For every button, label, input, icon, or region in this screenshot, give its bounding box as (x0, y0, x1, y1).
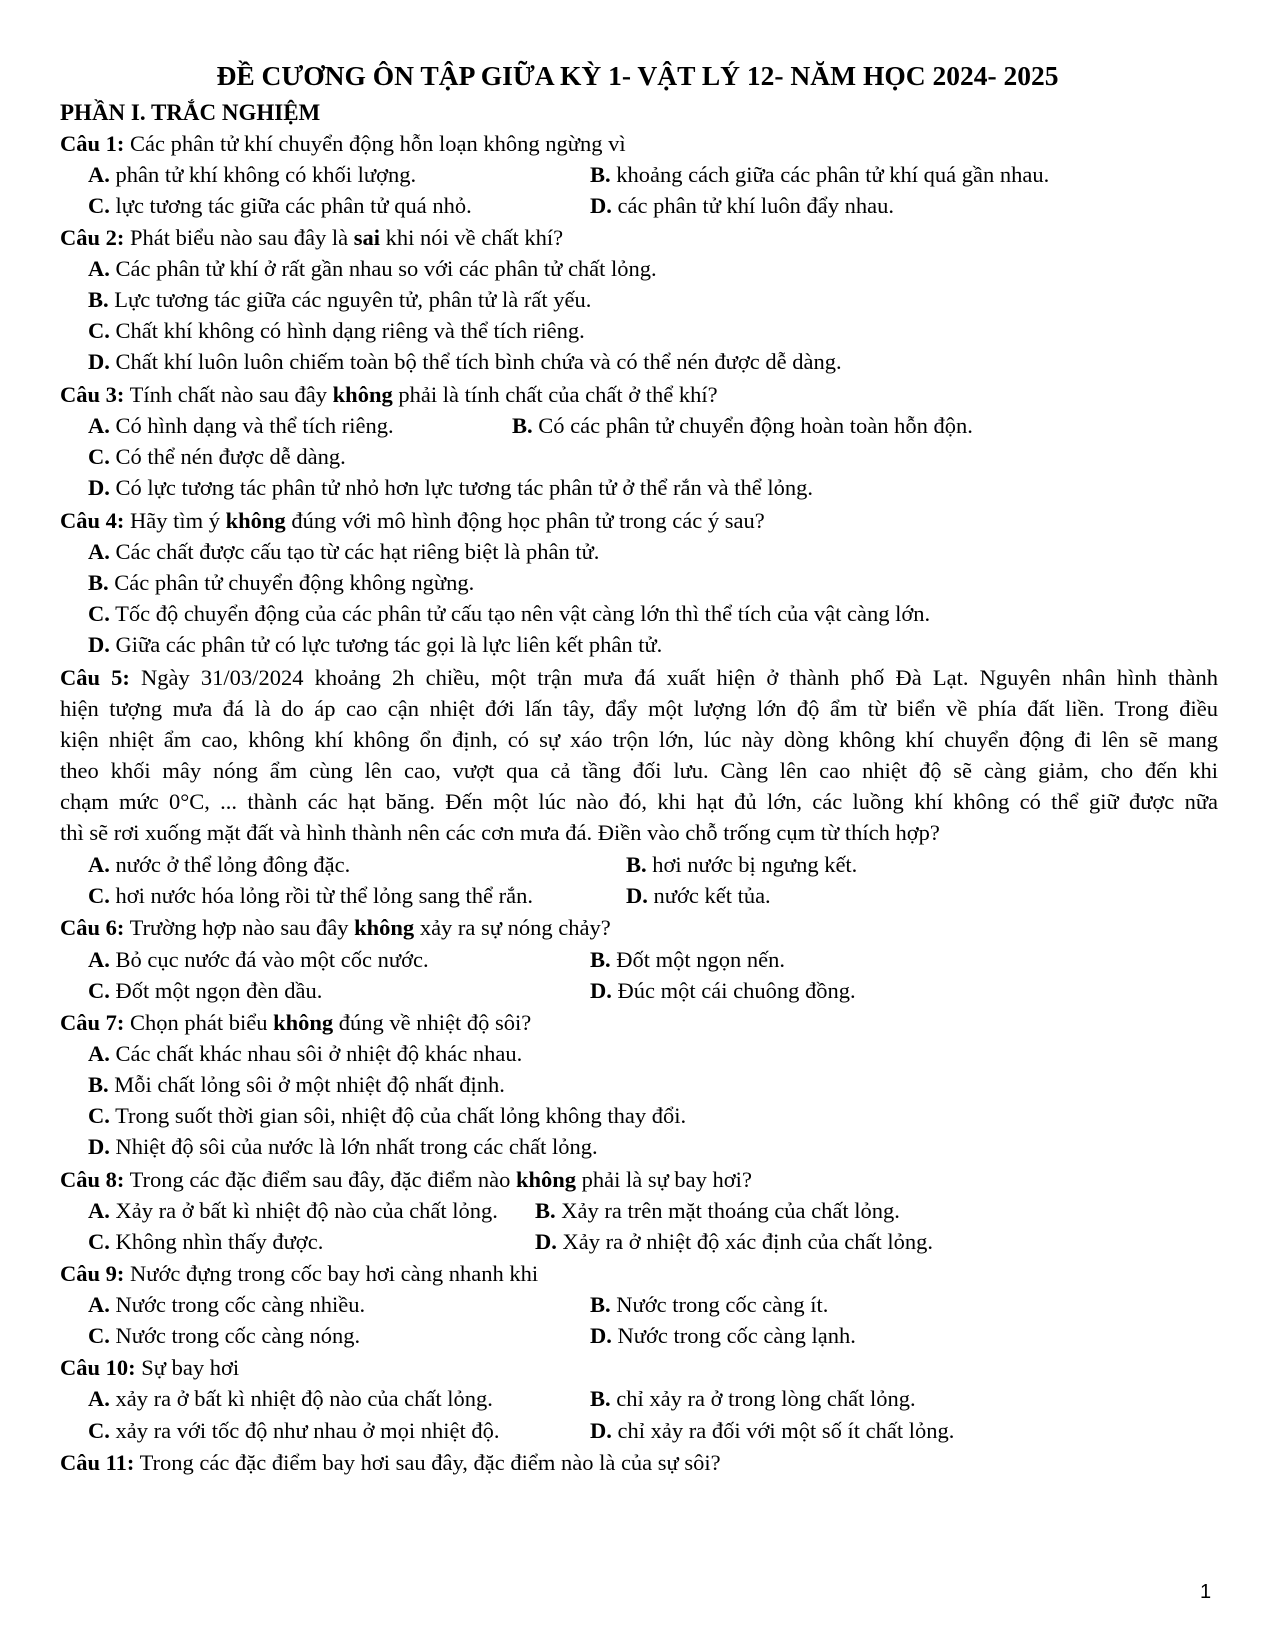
text-span: hơi nước bị ngưng kết. (652, 852, 858, 877)
option-letter: A. (88, 1198, 110, 1223)
text-span: hơi nước hóa lỏng rồi từ thể lỏng sang thể rắn. (115, 883, 533, 908)
option-d (590, 1321, 856, 1351)
option-letter: A. (88, 162, 110, 187)
option-letter: C. (88, 1103, 110, 1128)
option-a (88, 537, 599, 567)
text-span: Phát biểu nào sau đây là (124, 225, 354, 250)
option-b (590, 160, 1049, 190)
option-c (88, 976, 322, 1006)
text-span: Các phân tử khí chuyển động hỗn loạn không ngừng vì (124, 131, 626, 156)
text-span: chỉ xảy ra ở trong lòng chất lỏng. (616, 1386, 916, 1411)
option-b (88, 1070, 505, 1100)
text-span: Đốt một ngọn nến. (616, 947, 786, 972)
text-span: Có lực tương tác phân tử nhỏ hơn lực tương tác phân tử ở thể rắn và thể lỏng. (115, 475, 813, 500)
option-a (88, 850, 350, 880)
text-span: Xảy ra ở bất kì nhiệt độ nào của chất lỏng. (115, 1198, 498, 1223)
question-label: Câu 4: (60, 508, 125, 533)
option-letter: C. (88, 318, 110, 343)
option-b (590, 1384, 916, 1414)
text-span: Sự bay hơi (135, 1355, 240, 1380)
option-d (590, 1416, 954, 1446)
text-span: không (332, 382, 393, 407)
text-span: Đốt một ngọn đèn dầu. (115, 978, 323, 1003)
question-label: Câu 5: (60, 665, 130, 690)
text-span: xảy ra ở bất kì nhiệt độ nào của chất lỏng. (115, 1386, 493, 1411)
text-span: Nước trong cốc càng lạnh. (617, 1323, 856, 1348)
page-title: ĐỀ CƯƠNG ÔN TẬP GIỮA KỲ 1- VẬT LÝ 12- NĂM HỌC 2024- 2025 (216, 60, 1059, 91)
question-3 (60, 380, 718, 410)
text-span: lực tương tác giữa các phân tử quá nhỏ. (115, 193, 472, 218)
question-4 (60, 506, 765, 536)
option-letter: C. (88, 1418, 110, 1443)
option-a (88, 1384, 493, 1414)
question-1 (60, 129, 626, 159)
text-span: xảy ra sự nóng chảy? (414, 915, 611, 940)
question-label: Câu 7: (60, 1010, 125, 1035)
option-letter: B. (626, 852, 647, 877)
question-label: Câu 8: (60, 1167, 125, 1192)
option-a (88, 1039, 522, 1069)
text-span: Bỏ cục nước đá vào một cốc nước. (115, 947, 429, 972)
option-letter: A. (88, 1041, 110, 1066)
option-d (590, 191, 894, 221)
question-label: Câu 10: (60, 1355, 136, 1380)
text-span: không (225, 508, 286, 533)
text-span: Hãy tìm ý (124, 508, 226, 533)
option-letter: D. (535, 1229, 557, 1254)
question-label: Câu 2: (60, 225, 125, 250)
option-letter: A. (88, 1292, 110, 1317)
text-span: Nhiệt độ sôi của nước là lớn nhất trong các chất lỏng. (115, 1134, 598, 1159)
option-c (88, 191, 472, 221)
option-d (88, 473, 813, 503)
text-span: Nước trong cốc càng nóng. (115, 1323, 361, 1348)
text-span: Lực tương tác giữa các nguyên tử, phân tử là rất yếu. (114, 287, 592, 312)
option-letter: A. (88, 852, 110, 877)
option-b (590, 945, 785, 975)
text-span: Trường hợp nào sau đây (124, 915, 355, 940)
question-5 (60, 663, 1218, 693)
option-c (88, 1101, 686, 1131)
text-span: Trong các đặc điểm sau đây, đặc điểm nào (124, 1167, 516, 1192)
text-span: Xảy ra ở nhiệt độ xác định của chất lỏng. (562, 1229, 934, 1254)
option-b (512, 411, 973, 441)
text-span: Chất khí không có hình dạng riêng và thể tích riêng. (115, 318, 585, 343)
question-label: Câu 1: (60, 131, 125, 156)
option-letter: D. (590, 193, 612, 218)
question-label: Câu 9: (60, 1261, 125, 1286)
paragraph-line: chạm mức 0°C, ... thành các hạt băng. Đến một lúc nào đó, khi hạt đủ lớn, các luồng khí không có thể giữ được nữa (60, 789, 1218, 814)
paragraph-line: hiện tượng mưa đá là do áp cao cận nhiệt đới lấn tây, đẩy một lượng lớn độ ẩm từ biển về phía đất liền. Trong điều (60, 696, 1218, 721)
option-letter: D. (88, 632, 110, 657)
option-c (88, 316, 585, 346)
text-span: không (515, 1167, 576, 1192)
option-c (88, 881, 533, 911)
question-7 (60, 1008, 531, 1038)
option-letter: B. (88, 570, 109, 595)
option-letter: B. (88, 1072, 109, 1097)
option-letter: D. (590, 978, 612, 1003)
text-span: Đúc một cái chuông đồng. (617, 978, 856, 1003)
text-span: phải là tính chất của chất ở thể khí? (392, 382, 718, 407)
paragraph-line: theo khối mây nóng ẩm cùng lên cao, vượt qua cả tầng đối lưu. Càng lên cao nhiệt độ sẽ càng giảm, cho đến khi (60, 758, 1218, 783)
option-letter: C. (88, 978, 110, 1003)
option-letter: C. (88, 601, 110, 626)
question-label: Câu 3: (60, 382, 125, 407)
paragraph-line: thì sẽ rơi xuống mặt đất và hình thành nên các cơn mưa đá. Điền vào chỗ trống cụm từ thích hợp? (60, 820, 940, 845)
option-c (88, 599, 930, 629)
paragraph-line: kiện nhiệt ẩm cao, không khí không ổn định, có sự xáo trộn lớn, lúc này dòng không khí chuyển động đi lên sẽ mang (60, 727, 1218, 752)
option-letter: C. (88, 193, 110, 218)
text-span: không (354, 915, 415, 940)
option-d (88, 347, 842, 377)
text-span: Có thể nén được dễ dàng. (115, 444, 346, 469)
question-9 (60, 1259, 538, 1289)
text-span: phải là sự bay hơi? (576, 1167, 752, 1192)
text-span: Trong các đặc điểm bay hơi sau đây, đặc điểm nào là của sự sôi? (134, 1450, 721, 1475)
option-c (88, 442, 346, 472)
text-span: đúng với mô hình động học phân tử trong các ý sau? (285, 508, 765, 533)
question-2 (60, 223, 563, 253)
option-b (590, 1290, 828, 1320)
option-letter: B. (590, 1386, 611, 1411)
option-letter: D. (590, 1418, 612, 1443)
option-b (88, 568, 474, 598)
page-number: 1 (1200, 1581, 1212, 1603)
text-span: sai (353, 225, 380, 250)
text-span: Nước đựng trong cốc bay hơi càng nhanh khi (124, 1261, 539, 1286)
text-span: Các chất được cấu tạo từ các hạt riêng biệt là phân tử. (115, 539, 600, 564)
text-span: các phân tử khí luôn đẩy nhau. (617, 193, 894, 218)
option-letter: D. (88, 475, 110, 500)
option-letter: A. (88, 1386, 110, 1411)
question-label: Câu 11: (60, 1450, 135, 1475)
section-heading: PHẦN I. TRẮC NGHIỆM (60, 100, 321, 125)
option-c (88, 1227, 323, 1257)
question-11 (60, 1448, 721, 1478)
option-a (88, 411, 394, 441)
text-span: nước ở thể lỏng đông đặc. (115, 852, 351, 877)
option-letter: D. (88, 1134, 110, 1159)
option-letter: B. (535, 1198, 556, 1223)
text-span: Chọn phát biểu (124, 1010, 274, 1035)
option-d (590, 976, 856, 1006)
option-d (88, 1132, 598, 1162)
question-6 (60, 913, 611, 943)
option-letter: A. (88, 947, 110, 972)
text-span: Các chất khác nhau sôi ở nhiệt độ khác nhau. (115, 1041, 523, 1066)
option-b (535, 1196, 900, 1226)
option-d (88, 630, 662, 660)
option-letter: D. (590, 1323, 612, 1348)
option-c (88, 1416, 500, 1446)
option-c (88, 1321, 360, 1351)
option-b (88, 285, 591, 315)
question-10 (60, 1353, 239, 1383)
option-letter: B. (590, 162, 611, 187)
option-a (88, 1290, 365, 1320)
option-b (626, 850, 857, 880)
text-span: khoảng cách giữa các phân tử khí quá gần nhau. (616, 162, 1050, 187)
text-span: phân tử khí không có khối lượng. (115, 162, 417, 187)
option-letter: B. (88, 287, 109, 312)
option-letter: B. (590, 947, 611, 972)
option-letter: C. (88, 444, 110, 469)
option-letter: D. (626, 883, 648, 908)
option-letter: A. (88, 256, 110, 281)
option-d (535, 1227, 933, 1257)
text-span: Trong suốt thời gian sôi, nhiệt độ của chất lỏng không thay đổi. (115, 1103, 687, 1128)
text-span: Có các phân tử chuyển động hoàn toàn hỗn độn. (538, 413, 973, 438)
option-letter: C. (88, 1229, 110, 1254)
text-span: Chất khí luôn luôn chiếm toàn bộ thể tích bình chứa và có thể nén được dễ dàng. (115, 349, 842, 374)
text-span: Ngày 31/03/2024 khoảng 2h chiều, một trận mưa đá xuất hiện ở thành phố Đà Lạt. Nguyên nhân hình thành (129, 665, 1218, 690)
text-span: không (273, 1010, 334, 1035)
option-letter: D. (88, 349, 110, 374)
text-span: Có hình dạng và thể tích riêng. (115, 413, 394, 438)
text-span: khi nói về chất khí? (379, 225, 564, 250)
text-span: nước kết tủa. (653, 883, 771, 908)
option-letter: A. (88, 413, 110, 438)
text-span: Các phân tử khí ở rất gần nhau so với các phân tử chất lỏng. (115, 256, 657, 281)
option-a (88, 1196, 498, 1226)
text-span: Tính chất nào sau đây (124, 382, 333, 407)
option-letter: A. (88, 539, 110, 564)
text-span: đúng về nhiệt độ sôi? (333, 1010, 532, 1035)
text-span: Nước trong cốc càng nhiều. (115, 1292, 366, 1317)
option-a (88, 945, 429, 975)
option-letter: C. (88, 1323, 110, 1348)
text-span: Tốc độ chuyển động của các phân tử cấu tạo nên vật càng lớn thì thể tích của vật càng lớn. (115, 601, 931, 626)
text-span: Giữa các phân tử có lực tương tác gọi là lực liên kết phân tử. (115, 632, 663, 657)
option-letter: C. (88, 883, 110, 908)
question-label: Câu 6: (60, 915, 125, 940)
option-a (88, 254, 657, 284)
option-a (88, 160, 416, 190)
option-letter: B. (590, 1292, 611, 1317)
option-letter: B. (512, 413, 533, 438)
option-d (626, 881, 771, 911)
text-span: Các phân tử chuyển động không ngừng. (114, 570, 475, 595)
text-span: Xảy ra trên mặt thoáng của chất lỏng. (561, 1198, 900, 1223)
text-span: chỉ xảy ra đối với một số ít chất lỏng. (617, 1418, 955, 1443)
text-span: Không nhìn thấy được. (115, 1229, 324, 1254)
text-span: xảy ra với tốc độ như nhau ở mọi nhiệt độ. (115, 1418, 500, 1443)
question-8 (60, 1165, 752, 1195)
text-span: Nước trong cốc càng ít. (616, 1292, 829, 1317)
text-span: Mỗi chất lỏng sôi ở một nhiệt độ nhất định. (114, 1072, 505, 1097)
